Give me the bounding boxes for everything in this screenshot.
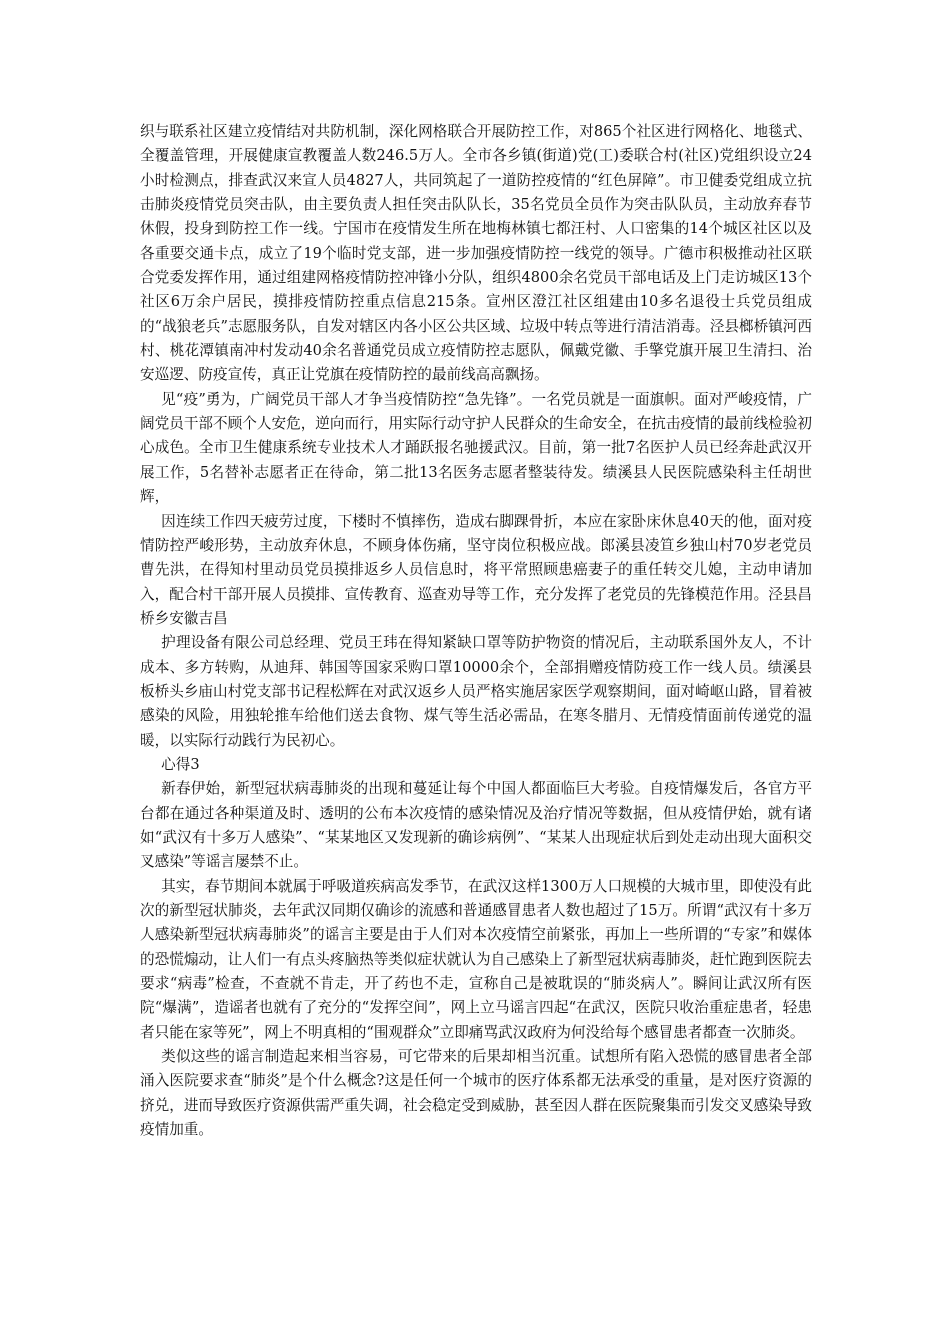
- paragraph-injured-doctor: 因连续工作四天疲劳过度，下楼时不慎摔伤，造成右脚踝骨折，本应在家卧床休息40天的他，面对疫情防控严峻形势，主动放弃休息，不顾身体伤痛，坚守岗位积极应战。郎溪县凌笪乡独山村70岁老党员曹先洪，在得知村里动员党员摸排返乡人员信息时，将平常照顾患癌妻子的重任转交儿媳，主动申请加入，配合村干部开展人员摸排、宣传教育、巡查劝导等工作，充分发挥了老党员的先锋模范作用。泾县昌桥乡安徽吉昌: [140, 512, 812, 627]
- section-heading-xinde-3: 心得3: [161, 755, 200, 773]
- paragraph-rumors-explanation: 其实，春节期间本就属于呼吸道疾病高发季节，在武汉这样1300万人口规模的大城市里，即使没有此次的新型冠状肺炎，去年武汉同期仅确诊的流感和普通感冒患者人数也超过了15万。所谓“武汉有十多万人感染新型冠状病毒肺炎”的谣言主要是由于人们对本次疫情空前紧张，再加上一些所谓的“专家”和媒体的恐慌煽动，让人们一有点头疼脑热等类似症状就认为自己感染上了新型冠状病毒肺炎，赶忙跑到医院去要求“病毒”检查，不查就不肯走，开了药也不走，宣称自己是被耽误的“肺炎病人”。瞬间让武汉所有医院“爆满”，造谣者也就有了充分的“发挥空间”，网上立马谣言四起“在武汉，医院只收治重症患者，轻患者只能在家等死”，网上不明真相的“围观群众”立即痛骂武汉政府为何没给每个感冒患者都查一次肺炎。: [140, 877, 812, 1041]
- paragraph-party-members-vanguard: 见“疫”勇为，广阔党员干部人才争当疫情防控“急先锋”。一名党员就是一面旗帜。面对严峻疫情，广阔党员干部不顾个人安危，逆向而行，用实际行动守护人民群众的生命安全，在抗击疫情的最前线检验初心成色。全市卫生健康系统专业技术人才踊跃报名驰援武汉。目前，第一批7名医护人员已经奔赴武汉开展工作，5名替补志愿者正在待命，第二批13名医务志愿者整装待发。绩溪县人民医院感染科主任胡世辉，: [140, 390, 812, 506]
- paragraph-rumors-intro: 新春伊始，新型冠状病毒肺炎的出现和蔓延让每个中国人都面临巨大考验。自疫情爆发后，各官方平台都在通过各种渠道及时、透明的公布本次疫情的感染情况及治疗情况等数据，但从疫情伊始，就有诸如“武汉有十多万人感染”、“某某地区又发现新的确诊病例”、“某某人出现症状后到处走动出现大面积交叉感染”等谣言屡禁不止。: [140, 780, 812, 871]
- paragraph-rumors-consequences: 类似这些的谣言制造起来相当容易，可它带来的后果却相当沉重。试想所有陷入恐慌的感冒患者全部涌入医院要求查“肺炎”是个什么概念?这是任何一个城市的医疗体系都无法承受的重量，是对医疗资源的挤兑，进而导致医疗资源供需严重失调，社会稳定受到威胁，甚至因人群在医院聚集而引发交叉感染导致疫情加重。: [140, 1048, 812, 1139]
- document-body: [140, 120, 812, 1142]
- paragraph-community-prevention: 织与联系社区建立疫情结对共防机制，深化网格联合开展防控工作，对865个社区进行网格化、地毯式、全覆盖管理，开展健康宣教覆盖人数246.5万人。全市各乡镇(街道)党(工)委联合村(社区)党组织设立24小时检测点，排查武汉来宣人员4827人，共同筑起了一道防控疫情的“红色屏障”。市卫健委党组成立抗击肺炎疫情党员突击队，由主要负责人担任突击队队长，35名党员全员作为突击队队员，主动放弃春节休假，投身到防控工作一线。宁国市在疫情发生所在地梅林镇七都汪村、人口密集的14个城区社区以及各重要交通卡点，成立了19个临时党支部，进一步加强疫情防控一线党的领导。广德市积极推动社区联合党委发挥作用，通过组建网格疫情防控冲锋小分队，组织4800余名党员干部电话及上门走访城区13个社区6万余户居民，摸排疫情防控重点信息215条。宣州区澄江社区组建由10多名退役士兵党员组成的“战狼老兵”志愿服务队，自发对辖区内各小区公共区域、垃圾中转点等进行清洁消毒。泾县榔桥镇河西村、桃花潭镇南冲村发动40余名普通党员成立疫情防控志愿队，佩戴党徽、手擎党旗开展卫生清扫、治安巡逻、防疫宣传，真正让党旗在疫情防控的最前线高高飘扬。: [140, 123, 812, 384]
- paragraph-mask-donation: 护理设备有限公司总经理、党员王玮在得知紧缺口罩等防护物资的情况后，主动联系国外友人，不计成本、多方转购，从迪拜、韩国等国家采购口罩10000余个，全部捐赠疫情防疫工作一线人员。绩溪县板桥头乡庙山村党支部书记程松辉在对武汉返乡人员严格实施居家医学观察期间，面对崎岖山路，冒着被感染的风险，用独轮推车给他们送去食物、煤气等生活必需品，在寒冬腊月、无情疫情面前传递党的温暖，以实际行动践行为民初心。: [140, 634, 812, 749]
